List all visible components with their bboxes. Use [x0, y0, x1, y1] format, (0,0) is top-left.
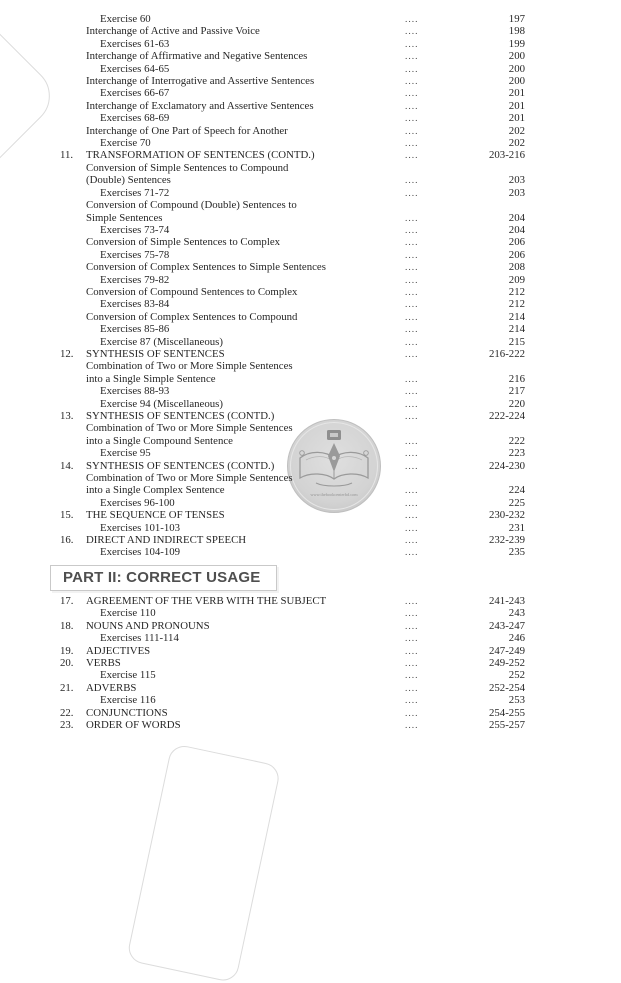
toc-row [60, 249, 525, 261]
toc-entry-title: Exercises 111-114 [100, 632, 179, 645]
toc-entry-title: NOUNS AND PRONOUNS [86, 619, 210, 632]
toc-dots-leader: .... [405, 27, 419, 38]
toc-entry-number: 13. [60, 410, 74, 422]
toc-entry-title: Exercises 104-109 [100, 546, 181, 559]
toc-dots-leader: .... [405, 523, 419, 534]
toc-entry-title: Conversion of Complex Sentences to Compound [86, 310, 298, 323]
toc-row [60, 719, 525, 731]
toc-row [60, 311, 525, 323]
toc-entry-title: Combination of Two or More Simple Sentences [86, 472, 293, 485]
toc-entry-page: 199 [508, 37, 525, 50]
toc-entry-title: THE SEQUENCE OF TENSES [86, 509, 225, 522]
toc-entry-page: 217 [508, 385, 525, 398]
toc-entry-page: 202 [508, 124, 525, 137]
toc-row [60, 63, 525, 75]
toc-row [60, 149, 525, 161]
toc-entry-title: Exercises 85-86 [100, 323, 170, 336]
toc-entry-title: Interchange of Exclamatory and Assertive Sentences [86, 99, 314, 112]
decorative-outline-bottom [126, 743, 282, 983]
toc-row [60, 336, 525, 348]
toc-entry-page: 203 [508, 186, 525, 199]
toc-entry-title: Exercise 115 [100, 669, 156, 682]
toc-dots-leader: .... [405, 634, 419, 645]
toc-row [60, 472, 525, 484]
toc-row [60, 385, 525, 397]
toc-row [60, 224, 525, 236]
toc-row [60, 373, 525, 385]
toc-dots-leader: .... [405, 412, 419, 422]
toc-entry-page: 216-222 [489, 347, 525, 360]
toc-dots-leader: .... [405, 39, 419, 50]
toc-dots-leader: .... [405, 461, 419, 472]
toc-entry-page: 204 [508, 223, 525, 236]
toc-dots-leader: .... [405, 188, 419, 199]
toc-entry-title: Exercise 87 (Miscellaneous) [100, 335, 223, 348]
toc-row [60, 174, 525, 186]
toc-entry-page: 246 [508, 632, 525, 645]
toc-dots-leader: .... [405, 609, 419, 620]
toc-entry-number: 12. [60, 347, 74, 360]
toc-entry-page: 201 [508, 112, 525, 125]
toc-dots-leader: .... [405, 349, 419, 360]
toc-dots-leader: .... [405, 511, 419, 522]
toc-row [60, 682, 525, 694]
toc-entry-number: 18. [60, 619, 74, 632]
toc-entry-title: ADVERBS [86, 681, 137, 694]
toc-entry-title: VERBS [86, 657, 121, 670]
toc-entry-page: 214 [508, 323, 525, 336]
toc-entry-title: Exercises 66-67 [100, 87, 170, 100]
toc-entry-page: 231 [508, 521, 525, 534]
toc-entry-title: DIRECT AND INDIRECT SPEECH [86, 534, 247, 547]
toc-row [60, 546, 525, 558]
toc-entry-title: TRANSFORMATION OF SENTENCES (CONTD.) [86, 149, 315, 162]
toc-row [60, 187, 525, 199]
toc-row [60, 274, 525, 286]
toc-dots-leader: .... [405, 77, 419, 88]
toc-entry-number: 16. [60, 534, 74, 547]
toc-entry-title: Conversion of Simple Sentences to Compound [86, 161, 289, 174]
toc-entry-title: Exercises 96-100 [100, 496, 175, 509]
toc-entry-number: 17. [60, 595, 74, 607]
toc-row [60, 348, 525, 360]
toc-row [60, 323, 525, 335]
toc-entry-page: 222-224 [489, 410, 525, 422]
toc-entry-title: Exercises 73-74 [100, 223, 170, 236]
decorative-outline-bottom-right [616, 524, 621, 951]
toc-entry-title: AGREEMENT OF THE VERB WITH THE SUBJECT [86, 595, 327, 607]
toc-entry-page: 216 [508, 372, 525, 385]
toc-entry-title: Exercise 60 [100, 13, 151, 25]
toc-entry-page: 224-230 [489, 459, 525, 472]
toc-dots-leader: .... [405, 387, 419, 398]
toc-row [60, 534, 525, 546]
toc-dots-leader: .... [405, 238, 419, 249]
toc-row [60, 236, 525, 248]
toc-entry-number: 20. [60, 657, 74, 670]
toc-entry-page: 212 [508, 298, 525, 311]
toc-entry-title: Conversion of Simple Sentences to Complex [86, 236, 281, 249]
toc-entry-page: 254-255 [489, 706, 525, 719]
toc-dots-leader: .... [405, 312, 419, 323]
toc-dots-leader: .... [405, 696, 419, 707]
toc-entry-number: 23. [60, 719, 74, 732]
toc-entry-page: 232-239 [489, 534, 525, 547]
toc-dots-leader: .... [405, 325, 419, 336]
toc-row [60, 620, 525, 632]
toc-dots-leader: .... [405, 486, 419, 497]
toc-entry-number: 14. [60, 459, 74, 472]
toc-dots-leader: .... [405, 436, 419, 447]
toc-entry-page: 204 [508, 211, 525, 224]
toc-entry-title: Conversion of Compound (Double) Sentences to [86, 199, 297, 212]
toc-entry-page: 200 [508, 75, 525, 88]
toc-dots-leader: .... [405, 337, 419, 348]
toc-entry-title: Combination of Two or More Simple Sentences [86, 360, 293, 373]
toc-dots-leader: .... [405, 659, 419, 670]
toc-entry-title: ADJECTIVES [86, 644, 151, 657]
toc-entry-title: Exercise 70 [100, 137, 151, 150]
toc-entry-page: 201 [508, 87, 525, 100]
toc-dots-leader: .... [405, 225, 419, 236]
toc-entry-page: 241-243 [489, 595, 525, 607]
toc-row [60, 694, 525, 706]
toc-row [60, 125, 525, 137]
toc-entry-title: Exercise 116 [100, 694, 156, 707]
toc-entry-page: 197 [508, 13, 525, 25]
toc-row [60, 212, 525, 224]
toc-entry-page: 252-254 [489, 681, 525, 694]
toc-entry-title: Exercises 101-103 [100, 521, 181, 534]
toc-row [60, 497, 525, 509]
toc-row [60, 669, 525, 681]
toc-part2-list [60, 595, 525, 731]
toc-entry-page: 203-216 [489, 149, 525, 162]
toc-dots-leader: .... [405, 250, 419, 261]
toc-entry-page: 224 [508, 484, 525, 497]
toc-entry-title: SYNTHESIS OF SENTENCES (CONTD.) [86, 459, 275, 472]
toc-entry-page: 252 [508, 669, 525, 682]
toc-row [60, 435, 525, 447]
toc-entry-page: 247-249 [489, 644, 525, 657]
toc-dots-leader: .... [405, 300, 419, 311]
toc-row [60, 509, 525, 521]
toc-entry-page: 220 [508, 397, 525, 410]
toc-row [60, 87, 525, 99]
toc-entry-title: Interchange of Affirmative and Negative Sentences [86, 50, 308, 63]
toc-entry-number: 19. [60, 644, 74, 657]
toc-row [60, 286, 525, 298]
toc-dots-leader: .... [405, 126, 419, 137]
toc-row [60, 657, 525, 669]
toc-entry-title: Exercises 68-69 [100, 112, 170, 125]
toc-row [60, 607, 525, 619]
toc-entry-title: Exercises 75-78 [100, 248, 170, 261]
toc-dots-leader: .... [405, 139, 419, 150]
toc-row [60, 398, 525, 410]
toc-entry-title: Exercises 79-82 [100, 273, 170, 286]
toc-dots-leader: .... [405, 548, 419, 559]
toc-dots-leader: .... [405, 536, 419, 547]
toc-dots-leader: .... [405, 671, 419, 682]
toc-entry-title: Exercises 64-65 [100, 62, 170, 75]
toc-row [60, 298, 525, 310]
toc-entry-page: 235 [508, 546, 525, 559]
toc-dots-leader: .... [405, 64, 419, 75]
toc-entry-title: Simple Sentences [86, 211, 163, 224]
toc-entry-page: 255-257 [489, 719, 525, 732]
toc-row [60, 447, 525, 459]
toc-dots-leader: .... [405, 374, 419, 385]
toc-entry-title: Interchange of One Part of Speech for Another [86, 124, 288, 137]
toc-row [60, 137, 525, 149]
toc-entry-page: 243-247 [489, 619, 525, 632]
toc-entry-page: 223 [508, 447, 525, 460]
toc-row [60, 707, 525, 719]
toc-entry-page: 209 [508, 273, 525, 286]
toc-dots-leader: .... [405, 287, 419, 298]
toc-row [60, 460, 525, 472]
toc-row [60, 50, 525, 62]
toc-entry-page: 225 [508, 496, 525, 509]
toc-row [60, 162, 525, 174]
toc-entry-page: 215 [508, 335, 525, 348]
toc-dots-leader: .... [405, 213, 419, 224]
toc-dots-leader: .... [405, 151, 419, 162]
toc-dots-leader: .... [405, 89, 419, 100]
toc-dots-leader: .... [405, 399, 419, 410]
part2-header: PART II: CORRECT USAGE [50, 565, 277, 591]
toc-row [60, 100, 525, 112]
toc-entry-title: Interchange of Interrogative and Assertive Sentences [86, 75, 315, 88]
toc-entry-number: 22. [60, 706, 74, 719]
toc-entry-title: Exercises 83-84 [100, 298, 170, 311]
toc-row [60, 484, 525, 496]
toc-entry-title: Conversion of Complex Sentences to Simple Sentences [86, 261, 326, 274]
toc-entry-title: into a Single Complex Sentence [86, 484, 225, 497]
toc-entry-number: 11. [60, 149, 74, 162]
toc-dots-leader: .... [405, 708, 419, 719]
toc-dots-leader: .... [405, 52, 419, 63]
toc-entry-title: Exercise 94 (Miscellaneous) [100, 397, 223, 410]
toc-row [60, 25, 525, 37]
toc-dots-leader: .... [405, 597, 419, 607]
toc-dots-leader: .... [405, 621, 419, 632]
toc-dots-leader: .... [405, 683, 419, 694]
toc-entry-title: SYNTHESIS OF SENTENCES (CONTD.) [86, 410, 275, 422]
toc-entry-page: 206 [508, 236, 525, 249]
toc-entry-title: Exercise 110 [100, 607, 156, 620]
toc-row [60, 199, 525, 211]
toc-row [60, 645, 525, 657]
toc-entry-page: 208 [508, 261, 525, 274]
toc-entry-page: 212 [508, 285, 525, 298]
toc-dots-leader: .... [405, 176, 419, 187]
toc-row [60, 38, 525, 50]
toc-entry-page: 222 [508, 434, 525, 447]
toc-entry-title: Exercises 71-72 [100, 186, 170, 199]
toc-dots-leader: .... [405, 263, 419, 274]
toc-dots-leader: .... [405, 101, 419, 112]
toc-entry-title: (Double) Sentences [86, 174, 171, 187]
toc-entry-title: Conversion of Compound Sentences to Complex [86, 285, 298, 298]
toc-entry-title: into a Single Compound Sentence [86, 434, 233, 447]
toc-entry-page: 203 [508, 174, 525, 187]
toc-row [60, 75, 525, 87]
toc-entry-page: 198 [508, 25, 525, 38]
toc-entry-title: into a Single Simple Sentence [86, 372, 216, 385]
toc-entry-number: 21. [60, 681, 74, 694]
toc-dots-leader: .... [405, 114, 419, 125]
toc-dots-leader: .... [405, 275, 419, 286]
toc-row [60, 13, 525, 25]
toc-row [60, 522, 525, 534]
toc-row [60, 112, 525, 124]
toc-entry-title: Interchange of Active and Passive Voice [86, 25, 260, 38]
toc-dots-leader: .... [405, 449, 419, 460]
toc-entry-title: CONJUNCTIONS [86, 706, 168, 719]
toc-entry-title: ORDER OF WORDS [86, 719, 181, 732]
toc-entry-page: 249-252 [489, 657, 525, 670]
toc-row [60, 261, 525, 273]
toc-row [60, 360, 525, 372]
toc-entry-page: 202 [508, 137, 525, 150]
toc-entry-page: 201 [508, 99, 525, 112]
toc-dots-leader: .... [405, 646, 419, 657]
toc-entry-page: 200 [508, 50, 525, 63]
toc-dots-leader: .... [405, 15, 419, 25]
toc-entry-title: Exercises 61-63 [100, 37, 170, 50]
toc-dots-leader: .... [405, 498, 419, 509]
toc-dots-leader: .... [405, 721, 419, 732]
toc-entry-title: Combination of Two or More Simple Sentences [86, 422, 293, 435]
toc-entry-page: 243 [508, 607, 525, 620]
toc-row [60, 410, 525, 422]
toc-part1-list [60, 13, 525, 559]
toc-entry-page: 253 [508, 694, 525, 707]
watermark-url-text: www.thebookcenterbd.com [310, 492, 358, 497]
toc-entry-page: 200 [508, 62, 525, 75]
toc-entry-page: 230-232 [489, 509, 525, 522]
toc-entry-title: Exercises 88-93 [100, 385, 170, 398]
toc-entry-title: Exercise 95 [100, 447, 151, 460]
toc-entry-number: 15. [60, 509, 74, 522]
toc-row [60, 595, 525, 607]
toc-entry-page: 206 [508, 248, 525, 261]
toc-entry-page: 214 [508, 310, 525, 323]
decorative-outline-left [0, 0, 62, 380]
toc-row [60, 422, 525, 434]
toc-entry-title: SYNTHESIS OF SENTENCES [86, 347, 225, 360]
toc-row [60, 632, 525, 644]
